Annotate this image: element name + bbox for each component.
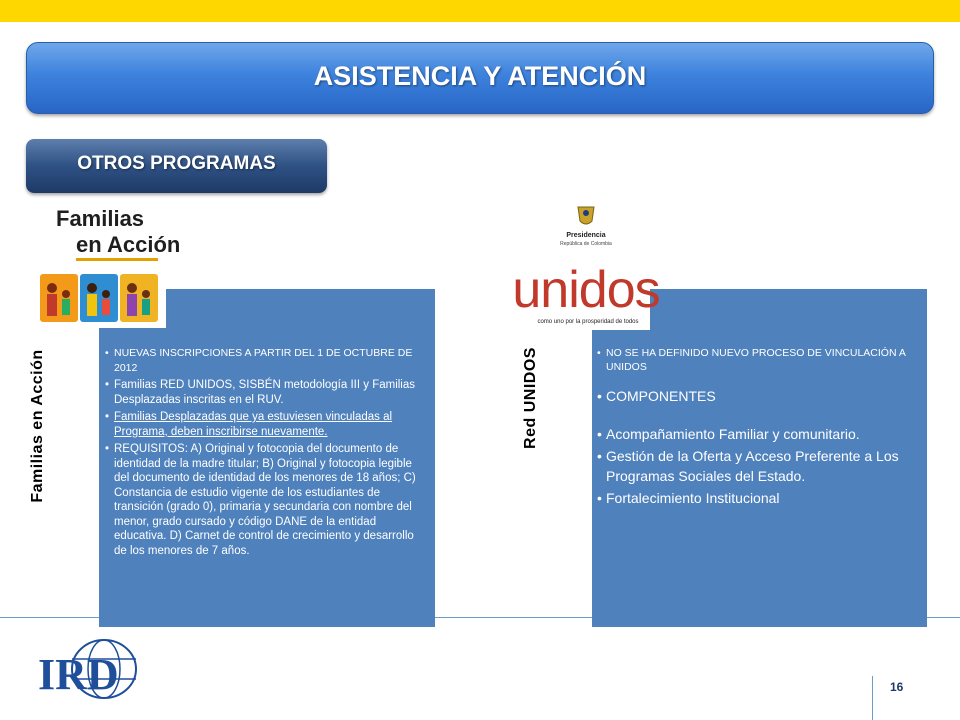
section-title: OTROS PROGRAMAS bbox=[77, 153, 276, 174]
familias-panel bbox=[99, 289, 435, 627]
list-item: • REQUISITOS: A) Original y fotocopia del documento de identidad de la madre titular; B) Original y fotocopia legible del documento de identidad de los menores de 18 años; C) Constancia de estudio vigente de los estudiantes de transición (grado 0), primaria y secundaria con nombre del menor, grado cursado y código DANE de la entidad educativa. D) Carnet de control de crecimiento y desarrollo de los menores de 7 años. bbox=[105, 442, 427, 558]
ird-logo-text: IRD bbox=[38, 650, 119, 699]
top-accent-bar bbox=[0, 0, 960, 22]
unidos-vertical-label: Red UNIDOS bbox=[522, 347, 539, 449]
ird-logo bbox=[36, 637, 140, 701]
logo-unidos-word: unidos bbox=[512, 261, 660, 319]
list-item: • Familias RED UNIDOS, SISBÉN metodología III y Familias Desplazadas inscritas en el RUV. bbox=[105, 378, 427, 407]
red-unidos-logo bbox=[512, 199, 660, 330]
logo-tagline: como uno por la prosperidad de todos bbox=[537, 319, 639, 325]
page-number: 16 bbox=[890, 680, 904, 694]
list-item: • COMPONENTES bbox=[597, 386, 917, 406]
unidos-list bbox=[597, 346, 917, 510]
logo-text-line2: en Acción bbox=[76, 232, 181, 257]
divider-line bbox=[0, 617, 99, 618]
list-item: • Gestión de la Oferta y Acceso Preferente a Los Programas Sociales del Estado. bbox=[597, 446, 917, 486]
familias-list bbox=[105, 346, 427, 561]
colombia-seal-icon bbox=[578, 207, 594, 224]
divider-line bbox=[435, 617, 592, 618]
list-item: • Familias Desplazadas que ya estuviesen vinculadas al Programa, deben inscribirse nuevamente. bbox=[105, 410, 427, 439]
list-item: • Fortalecimiento Institucional bbox=[597, 488, 917, 508]
unidos-panel bbox=[592, 289, 927, 627]
logo-presidencia: Presidencia bbox=[566, 232, 606, 239]
title-banner bbox=[26, 42, 934, 114]
list-item: • NO SE HA DEFINIDO NUEVO PROCESO DE VINCULACIÓN A UNIDOS bbox=[597, 346, 917, 374]
family-figures-icon bbox=[40, 274, 158, 322]
logo-text-line1: Familias bbox=[56, 206, 145, 231]
familias-en-accion-logo bbox=[32, 200, 181, 328]
familias-vertical-label: Familias en Acción bbox=[29, 349, 46, 503]
section-banner bbox=[26, 139, 327, 193]
footer-divider bbox=[872, 676, 873, 720]
list-item: • Acompañamiento Familiar y comunitario. bbox=[597, 424, 917, 444]
page-title: ASISTENCIA Y ATENCIÓN bbox=[313, 61, 647, 91]
list-item: • NUEVAS INSCRIPCIONES A PARTIR DEL 1 DE OCTUBRE DE 2012 bbox=[105, 346, 427, 375]
divider-line bbox=[927, 617, 960, 618]
logo-republica: República de Colombia bbox=[560, 241, 612, 247]
